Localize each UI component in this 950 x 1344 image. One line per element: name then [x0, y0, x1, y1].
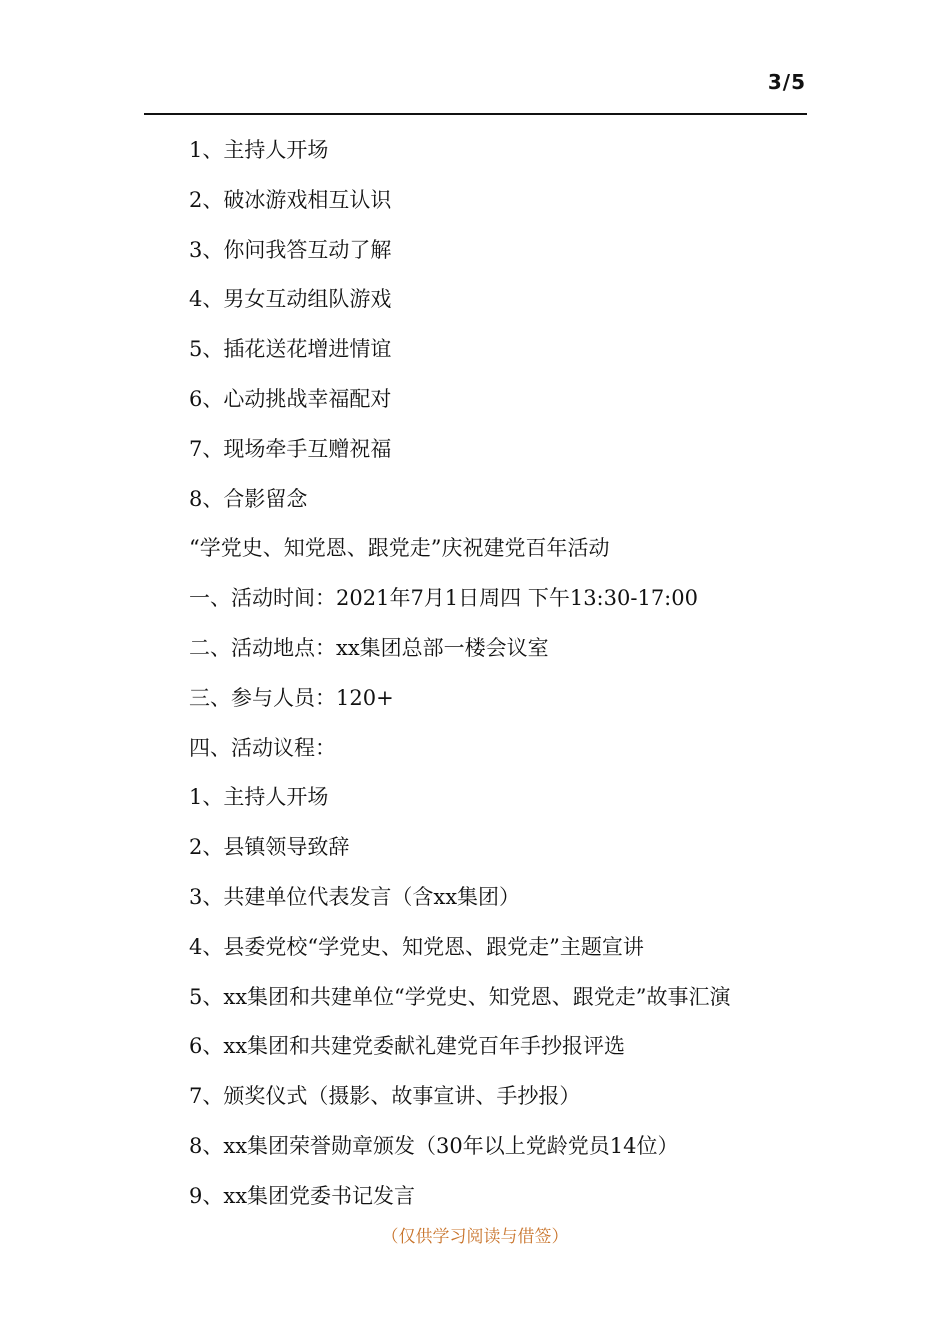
- agenda-line: 9、xx集团党委书记发言: [189, 1183, 416, 1208]
- document-body: [189, 132, 829, 1228]
- activity-participants: 三、参与人员：120+: [189, 685, 394, 710]
- agenda-line: 5、xx集团和共建单位“学党史、知党恩、跟党走”故事汇演: [189, 984, 731, 1009]
- agenda-line: 7、现场牵手互赠祝福: [189, 436, 392, 461]
- agenda-line: 8、合影留念: [189, 486, 308, 511]
- header-rule: [144, 113, 807, 115]
- footer-note: （仅供学习阅读与借签）: [381, 1227, 569, 1247]
- agenda-line: 5、插花送花增进情谊: [189, 337, 392, 362]
- agenda-line: 4、县委党校“学党史、知党恩、跟党走”主题宣讲: [189, 934, 644, 959]
- agenda-line: 1、主持人开场: [189, 138, 329, 162]
- activity-time: 一、活动时间：2021年7月1日周四 下午13:30-17:00: [189, 586, 698, 611]
- agenda-line: 2、破冰游戏相互认识: [189, 187, 392, 212]
- agenda-line: 3、你问我答互动了解: [189, 237, 392, 262]
- agenda-line: 6、xx集团和共建党委献礼建党百年手抄报评选: [189, 1034, 626, 1059]
- agenda-line: 1、主持人开场: [189, 785, 329, 810]
- section-title: “学党史、知党恩、跟党走”庆祝建党百年活动: [189, 536, 610, 561]
- page-number: 3/5: [767, 70, 806, 94]
- agenda-heading: 四、活动议程：: [189, 735, 336, 760]
- agenda-line: 3、共建单位代表发言（含xx集团）: [189, 884, 521, 909]
- agenda-line: 4、男女互动组队游戏: [189, 287, 392, 312]
- agenda-line: 7、颁奖仪式（摄影、故事宣讲、手抄报）: [189, 1084, 581, 1109]
- agenda-line: 8、xx集团荣誉勋章颁发（30年以上党龄党员14位）: [189, 1133, 679, 1158]
- activity-location: 二、活动地点：xx集团总部一楼会议室: [189, 635, 549, 660]
- agenda-line: 2、县镇领导致辞: [189, 835, 350, 860]
- agenda-line: 6、心动挑战幸福配对: [189, 386, 392, 411]
